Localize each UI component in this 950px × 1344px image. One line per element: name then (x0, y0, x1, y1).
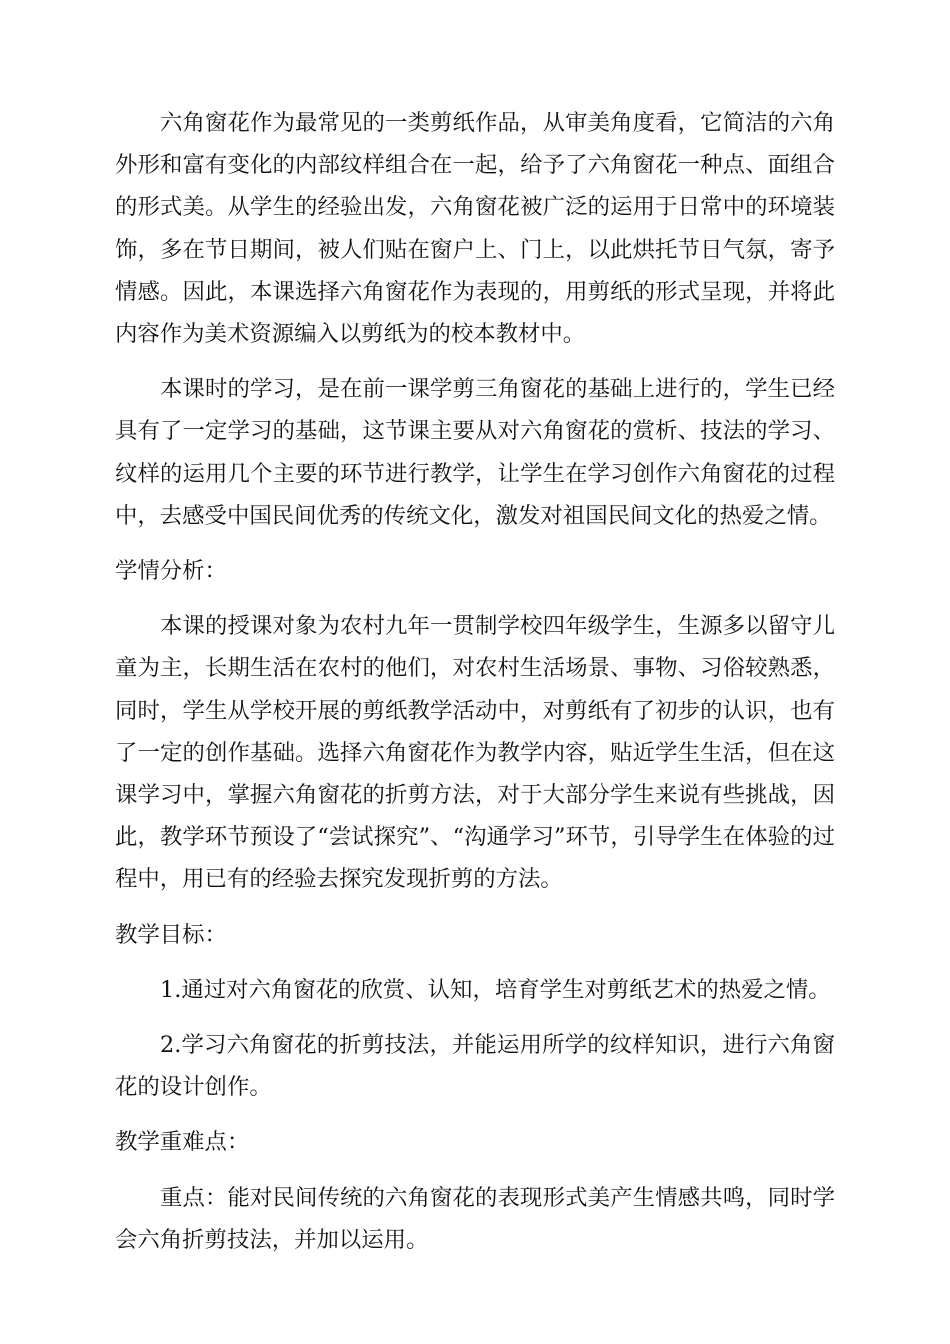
lesson-paragraph: 本课时的学习，是在前一课学剪三角窗花的基础上进行的，学生已经具有了一定学习的基础，这节课主要从对六角窗花的赏析、技法的学习、纹样的运用几个主要的环节进行教学，让学生在学习创作六角窗花的过程中，去感受中国民间优秀的传统文化，激发对祖国民间文化的热爱之情。 (115, 376, 835, 529)
objective-item-2: 2.学习六角窗花的折剪技法，并能运用所学的纹样知识，进行六角窗花的设计创作。 (115, 1032, 835, 1101)
objective-item-1: 1.通过对六角窗花的欣赏、认知，培育学生对剪纸艺术的热爱之情。 (160, 976, 831, 1003)
student-analysis-paragraph: 本课的授课对象为农村九年一贯制学校四年级学生，生源多以留守儿童为主，长期生活在农村的他们，对农村生活场景、事物、习俗较熟悉，同时，学生从学校开展的剪纸教学活动中，对剪纸有了初步的认识，也有了一定的创作基础。选择六角窗花作为教学内容，贴近学生生活，但在这课学习中，掌握六角窗花的折剪方法，对于大部分学生来说有些挑战，因此，教学环节预设了“尝试探究”、“沟通学习”环节，引导学生在体验的过程中，用已有的经验去探究发现折剪的方法。 (115, 613, 835, 893)
section-heading-student-analysis: 学情分析： (115, 558, 227, 585)
intro-paragraph: 六角窗花作为最常见的一类剪纸作品，从审美角度看，它简洁的六角外形和富有变化的内部纹样组合在一起，给予了六角窗花一种点、面组合的形式美。从学生的经验出发，六角窗花被广泛的运用于日常中的环境装饰，多在节日期间，被人们贴在窗户上、门上，以此烘托节日气氛，寄予情感。因此，本课选择六角窗花作为表现的，用剪纸的形式呈现，并将此内容作为美术资源编入以剪纸为的校本教材中。 (115, 110, 835, 348)
section-heading-objectives: 教学目标： (115, 921, 227, 948)
section-heading-key-points: 教学重难点： (115, 1129, 250, 1156)
document-page (115, 102, 835, 1274)
key-point-paragraph: 重点：能对民间传统的六角窗花的表现形式美产生情感共鸣，同时学会六角折剪技法，并加以运用。 (115, 1184, 835, 1253)
